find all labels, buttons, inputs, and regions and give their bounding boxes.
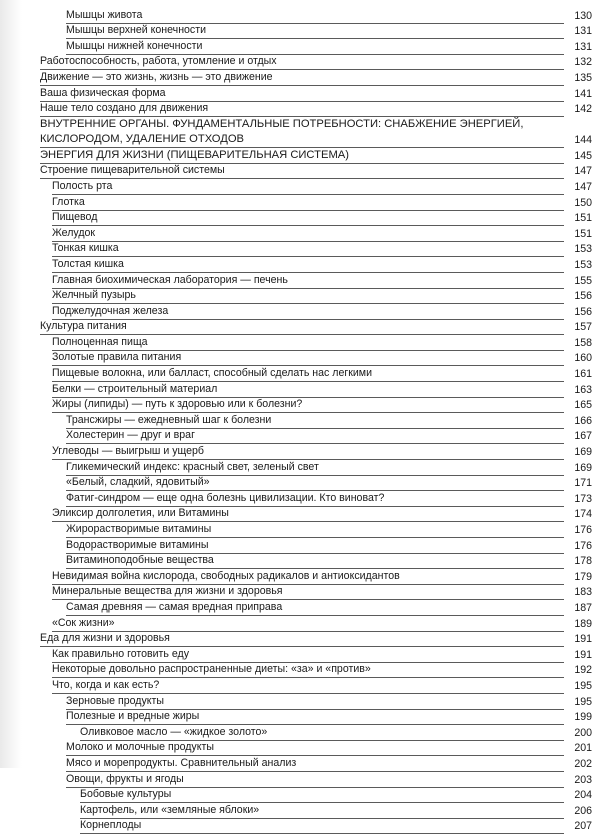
toc-entry-line [52, 195, 592, 211]
toc-entry-page: 171 [574, 477, 592, 490]
toc-entry-line [80, 803, 592, 819]
toc-entry-title: Мышцы живота [66, 9, 564, 24]
toc-entry-page: 141 [574, 87, 592, 100]
toc-entry-page: 145 [574, 149, 592, 162]
toc-entry [0, 756, 608, 772]
toc-entry-title: Ваша физическая форма [40, 87, 564, 102]
toc-entry-line [66, 710, 592, 726]
toc-entry-page: 183 [574, 586, 592, 599]
toc-entry-line [52, 226, 592, 242]
toc-entry-title: Полость рта [52, 180, 564, 195]
toc-entry-title: Желчный пузырь [52, 289, 564, 304]
toc-entry-line [52, 616, 592, 632]
toc-entry-title: Самая древняя — самая вредная приправа [66, 601, 564, 616]
toc-entry-line [66, 413, 592, 429]
toc-entry-line [52, 179, 592, 195]
toc-entry [0, 257, 608, 273]
toc-entry-title: Золотые правила питания [52, 351, 564, 366]
toc-entry-title: Движение — это жизнь, жизнь — это движение [40, 71, 564, 86]
toc-entry [0, 226, 608, 242]
toc-entry-page: 206 [574, 804, 592, 817]
toc-entry-line [52, 304, 592, 320]
toc-entry-page: 135 [574, 71, 592, 84]
toc-entry [0, 55, 608, 71]
toc-entry [0, 429, 608, 445]
toc-entry-title: «Сок жизни» [52, 617, 564, 632]
toc-entry-line [40, 133, 592, 149]
toc-entry-title: Фатиг-синдром — еще одна болезнь цивилизации. Кто виноват? [66, 492, 564, 507]
toc-entry [0, 788, 608, 804]
toc-entry [0, 289, 608, 305]
toc-entry-title: Что, когда и как есть? [52, 679, 564, 694]
toc-entry-line [52, 242, 592, 258]
toc-entry-page: 163 [574, 383, 592, 396]
toc-entry-line [66, 24, 592, 40]
toc-entry-page: 166 [574, 414, 592, 427]
toc-entry-title: Невидимая война кислорода, свободных радикалов и антиоксидантов [52, 570, 564, 585]
toc-entry-line [40, 632, 592, 648]
toc-entry [0, 710, 608, 726]
toc-entry-page: 199 [574, 711, 592, 724]
toc-entry-title: Тонкая кишка [52, 242, 564, 257]
toc-entry [0, 632, 608, 648]
toc-entry-line [80, 819, 592, 834]
toc-entry-page: 155 [574, 274, 592, 287]
toc-entry [0, 24, 608, 40]
toc-entry-line [80, 788, 592, 804]
toc-entry-title: ЭНЕРГИЯ ДЛЯ ЖИЗНИ (ПИЩЕВАРИТЕЛЬНАЯ СИСТЕМА) [40, 149, 564, 164]
toc-entry-line [66, 554, 592, 570]
toc-entry-page: 169 [574, 461, 592, 474]
toc-entry-title: Мышцы нижней конечности [66, 40, 564, 55]
toc-entry-title: Мясо и морепродукты. Сравнительный анализ [66, 757, 564, 772]
toc-entry-title: Полезные и вредные жиры [66, 710, 564, 725]
table-of-contents [0, 8, 608, 834]
toc-entry-title-continued: КИСЛОРОДОМ, УДАЛЕНИЕ ОТХОДОВ [40, 133, 564, 148]
toc-entry [0, 678, 608, 694]
toc-entry-line [52, 366, 592, 382]
toc-entry [0, 70, 608, 86]
toc-entry-line [52, 289, 592, 305]
toc-entry-title: Глотка [52, 196, 564, 211]
toc-entry [0, 522, 608, 538]
toc-entry-page: 165 [574, 399, 592, 412]
toc-entry [0, 8, 608, 24]
toc-entry-page: 195 [574, 679, 592, 692]
toc-entry-page: 203 [574, 773, 592, 786]
toc-entry [0, 273, 608, 289]
toc-entry [0, 600, 608, 616]
toc-entry-page: 192 [574, 664, 592, 677]
toc-entry-page: 156 [574, 290, 592, 303]
toc-entry-page: 189 [574, 617, 592, 630]
toc-entry-title: Водорастворимые витамины [66, 539, 564, 554]
toc-entry [0, 164, 608, 180]
toc-entry-title: Работоспособность, работа, утомление и отдых [40, 55, 564, 70]
toc-entry [0, 538, 608, 554]
toc-entry-page: 173 [574, 492, 592, 505]
toc-entry-line [40, 320, 592, 336]
toc-entry-page: 156 [574, 305, 592, 318]
toc-entry [0, 39, 608, 55]
toc-entry-page: 151 [574, 227, 592, 240]
toc-entry-title: Жирорастворимые витамины [66, 523, 564, 538]
toc-entry-line [66, 756, 592, 772]
toc-entry-line [52, 211, 592, 227]
toc-entry-title: Желудок [52, 227, 564, 242]
toc-entry-page: 174 [574, 508, 592, 521]
toc-entry-title: Пищевые волокна, или балласт, способный сделать нас легкими [52, 367, 564, 382]
toc-entry-title: Молоко и молочные продукты [66, 741, 564, 756]
toc-entry-line [66, 491, 592, 507]
toc-entry-page: 167 [574, 430, 592, 443]
toc-entry-line [66, 460, 592, 476]
toc-entry [0, 507, 608, 523]
toc-entry [0, 102, 608, 118]
toc-entry-page: 142 [574, 103, 592, 116]
toc-entry-title: Как правильно готовить еду [52, 648, 564, 663]
toc-entry [0, 741, 608, 757]
toc-entry-title: Еда для жизни и здоровья [40, 632, 564, 647]
toc-entry-title: Гликемический индекс: красный свет, зеленый свет [66, 461, 564, 476]
toc-entry-line [40, 164, 592, 180]
toc-entry-line [66, 39, 592, 55]
toc-entry-page: 147 [574, 180, 592, 193]
toc-entry-title: Бобовые культуры [80, 788, 564, 803]
toc-entry [0, 366, 608, 382]
toc-entry-line [66, 741, 592, 757]
toc-entry [0, 382, 608, 398]
toc-entry [0, 819, 608, 834]
toc-entry-title: Пищевод [52, 211, 564, 226]
toc-entry-line [40, 70, 592, 86]
toc-entry-title: Наше тело создано для движения [40, 102, 564, 117]
toc-entry-title: Оливковое масло — «жидкое золото» [80, 726, 564, 741]
toc-entry [0, 148, 608, 164]
toc-entry [0, 117, 608, 148]
toc-entry-line [52, 507, 592, 523]
toc-entry-line [52, 382, 592, 398]
toc-entry-title: Корнеплоды [80, 819, 564, 834]
toc-entry-line [52, 569, 592, 585]
toc-entry [0, 585, 608, 601]
toc-entry-page: 207 [574, 820, 592, 833]
toc-entry-page: 191 [574, 633, 592, 646]
toc-entry [0, 772, 608, 788]
toc-entry-page: 153 [574, 258, 592, 271]
toc-entry-page: 179 [574, 570, 592, 583]
toc-entry-page: 157 [574, 321, 592, 334]
toc-entry-title: Толстая кишка [52, 258, 564, 273]
toc-entry [0, 616, 608, 632]
toc-entry [0, 242, 608, 258]
toc-entry-line [66, 600, 592, 616]
toc-entry-title: Жиры (липиды) — путь к здоровью или к болезни? [52, 398, 564, 413]
toc-entry [0, 491, 608, 507]
toc-entry-title: Белки — строительный материал [52, 383, 564, 398]
toc-entry-page: 131 [574, 40, 592, 53]
toc-entry-title: Главная биохимическая лаборатория — печень [52, 274, 564, 289]
toc-entry-title: ВНУТРЕННИЕ ОРГАНЫ. ФУНДАМЕНТАЛЬНЫЕ ПОТРЕБНОСТИ: СНАБЖЕНИЕ ЭНЕРГИЕЙ, [40, 118, 524, 131]
toc-entry-page: 187 [574, 601, 592, 614]
toc-entry [0, 694, 608, 710]
toc-entry-title: Углеводы — выигрыш и ущерб [52, 445, 564, 460]
toc-entry [0, 476, 608, 492]
toc-entry [0, 803, 608, 819]
toc-entry-title: Мышцы верхней конечности [66, 24, 564, 39]
toc-entry-line [52, 351, 592, 367]
toc-entry-page: 176 [574, 539, 592, 552]
toc-entry [0, 86, 608, 102]
toc-entry-page: 153 [574, 243, 592, 256]
toc-entry-line [66, 772, 592, 788]
toc-entry-line [52, 273, 592, 289]
toc-entry-page: 201 [574, 742, 592, 755]
toc-entry-title: «Белый, сладкий, ядовитый» [66, 476, 564, 491]
toc-entry-title: Некоторые довольно распространенные диеты: «за» и «против» [52, 663, 564, 678]
toc-entry-title: Эликсир долголетия, или Витамины [52, 507, 564, 522]
toc-entry-line [52, 257, 592, 273]
toc-entry-page: 130 [574, 9, 592, 22]
toc-entry-page: 147 [574, 165, 592, 178]
toc-entry-page: 178 [574, 555, 592, 568]
toc-entry-page: 195 [574, 695, 592, 708]
toc-entry-line [52, 444, 592, 460]
toc-entry-line [40, 55, 592, 71]
toc-entry-line [52, 663, 592, 679]
toc-entry [0, 413, 608, 429]
toc-entry-title: Культура питания [40, 320, 564, 335]
toc-entry-line [40, 148, 592, 164]
toc-entry-title: Витаминоподобные вещества [66, 554, 564, 569]
toc-entry-page: 169 [574, 446, 592, 459]
toc-entry [0, 320, 608, 336]
toc-entry [0, 304, 608, 320]
toc-entry-line [40, 102, 592, 118]
toc-entry [0, 195, 608, 211]
toc-entry [0, 335, 608, 351]
toc-entry-page: 151 [574, 212, 592, 225]
toc-entry-page: 202 [574, 757, 592, 770]
toc-entry [0, 179, 608, 195]
toc-entry-page: 200 [574, 726, 592, 739]
toc-entry-title: Зерновые продукты [66, 695, 564, 710]
toc-entry [0, 569, 608, 585]
toc-entry-page: 160 [574, 352, 592, 365]
toc-entry-title: Овощи, фрукты и ягоды [66, 773, 564, 788]
toc-entry-page: 150 [574, 196, 592, 209]
toc-entry [0, 647, 608, 663]
toc-entry-line [52, 398, 592, 414]
toc-entry-line [52, 585, 592, 601]
toc-entry-title: Строение пищеварительной системы [40, 164, 564, 179]
toc-entry [0, 444, 608, 460]
toc-entry [0, 398, 608, 414]
toc-entry-title: Поджелудочная железа [52, 305, 564, 320]
toc-entry [0, 554, 608, 570]
toc-entry-line [66, 522, 592, 538]
toc-entry-title: Полноценная пища [52, 336, 564, 351]
toc-entry-line [66, 8, 592, 24]
toc-entry-title: Трансжиры — ежедневный шаг к болезни [66, 414, 564, 429]
toc-entry-title: Холестерин — друг и враг [66, 429, 564, 444]
toc-entry [0, 663, 608, 679]
toc-entry-page: 204 [574, 789, 592, 802]
toc-entry [0, 211, 608, 227]
toc-entry-line [52, 647, 592, 663]
toc-entry-title: Картофель, или «земляные яблоки» [80, 804, 564, 819]
toc-entry-line [52, 678, 592, 694]
toc-entry [0, 725, 608, 741]
toc-entry-line [80, 725, 592, 741]
toc-entry-line [40, 86, 592, 102]
toc-entry-title: Минеральные вещества для жизни и здоровья [52, 585, 564, 600]
toc-entry-page: 161 [574, 368, 592, 381]
toc-entry-page: 131 [574, 25, 592, 38]
toc-entry-page: 132 [574, 56, 592, 69]
toc-entry-page: 158 [574, 336, 592, 349]
toc-entry-line [66, 429, 592, 445]
toc-entry-line [66, 694, 592, 710]
toc-entry-page: 191 [574, 648, 592, 661]
toc-entry-page: 176 [574, 524, 592, 536]
toc-entry-line [66, 538, 592, 554]
toc-entry-line [52, 335, 592, 351]
toc-entry-line [66, 476, 592, 492]
toc-entry [0, 460, 608, 476]
toc-entry [0, 351, 608, 367]
toc-entry-page: 144 [574, 134, 592, 147]
